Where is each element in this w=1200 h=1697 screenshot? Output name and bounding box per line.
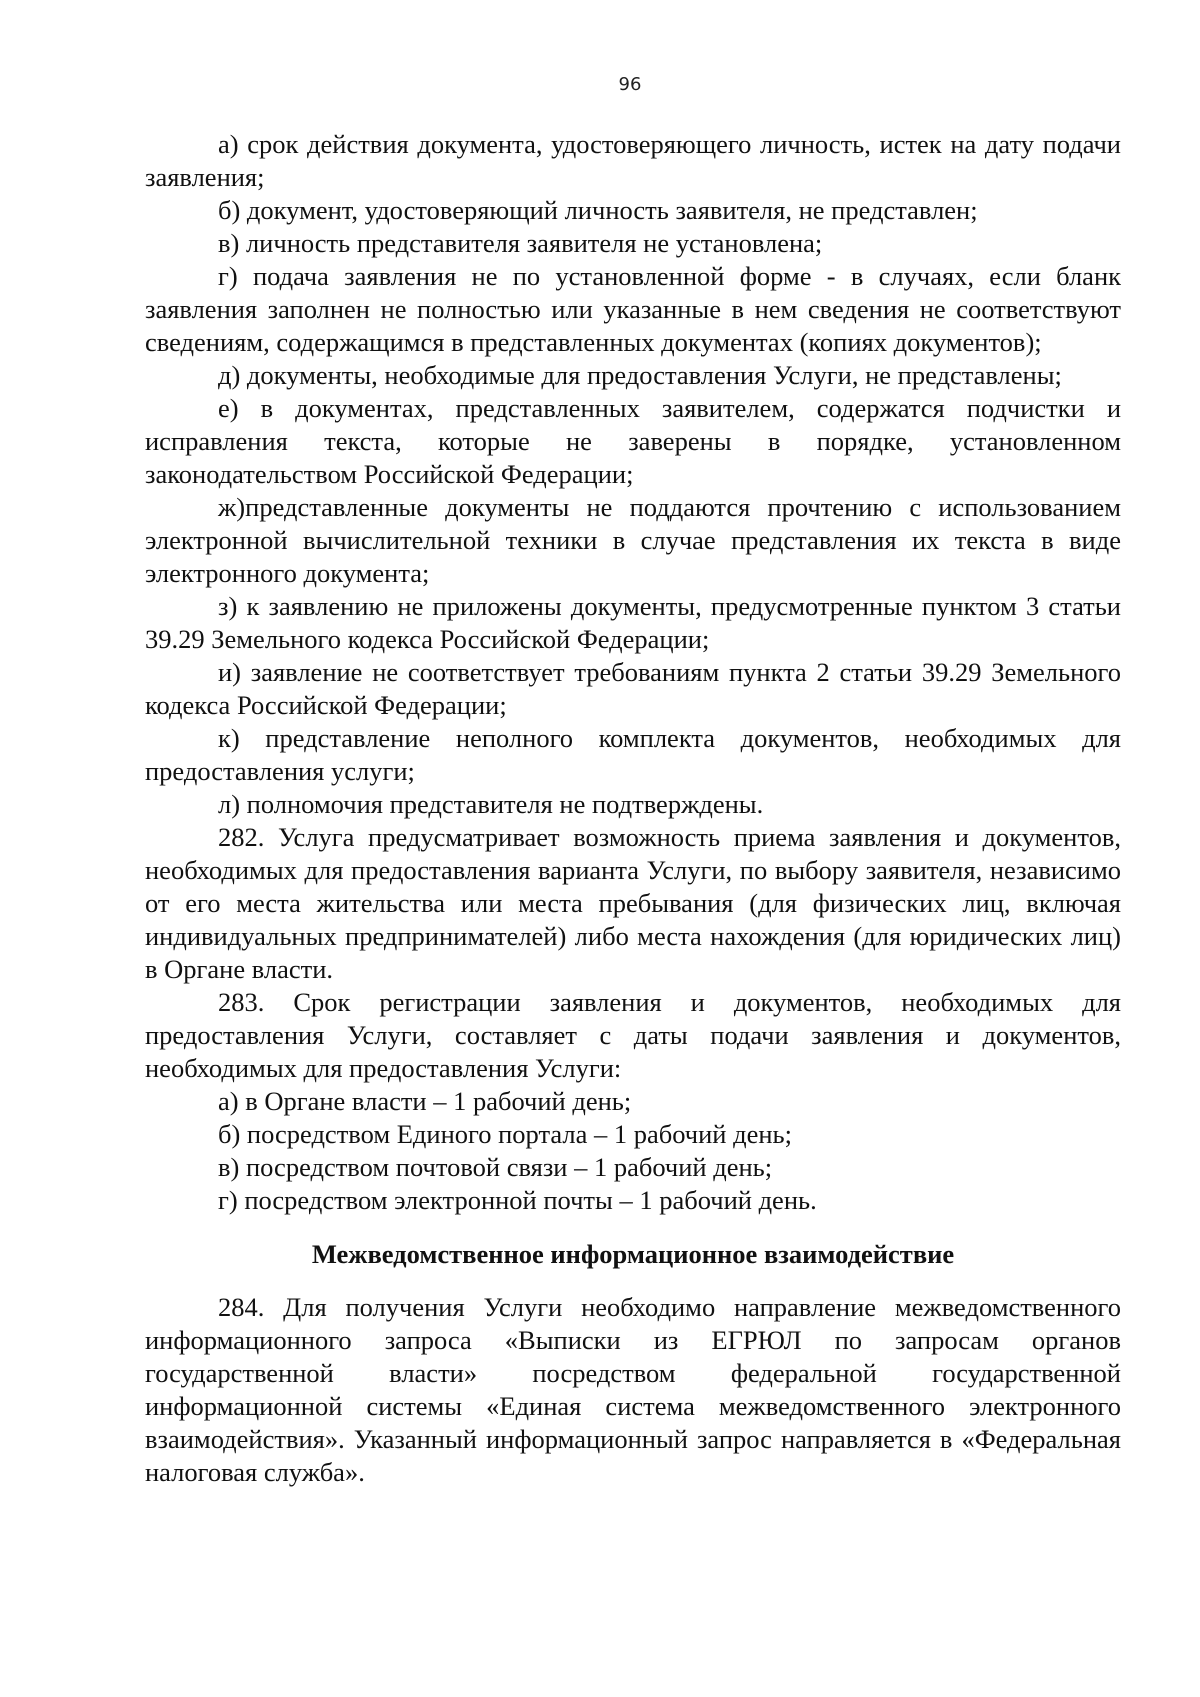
paragraph-284: 284. Для получения Услуги необходимо направление межведомственного информационного запроса «Выписки из ЕГРЮЛ по запросам органов государственной власти» посредством федеральной государственной информационной системы «Единая система межведомственного электронного взаимодействия». Указанный информационный запрос направляется в «Федеральная налоговая служба». [145, 1292, 1121, 1487]
list-item: г) посредством электронной почты – 1 рабочий день. [218, 1185, 817, 1215]
list-item: б) посредством Единого портала – 1 рабочий день; [218, 1119, 792, 1149]
list-item: д) документы, необходимые для предоставления Услуги, не представлены; [218, 360, 1062, 390]
list-item: а) в Органе власти – 1 рабочий день; [218, 1086, 632, 1116]
section-heading: Межведомственное информационное взаимодействие [311, 1239, 955, 1269]
list-item: л) полномочия представителя не подтверждены. [218, 789, 764, 819]
page-number: 96 [618, 74, 642, 95]
list-item: г) подача заявления не по установленной форме - в случаях, если бланк заявления заполнен не полностью или указанные в нем сведения не соответствуют сведениям, содержащимся в представленных документах (копиях документов); [145, 261, 1121, 357]
list-item: в) личность представителя заявителя не установлена; [218, 228, 823, 258]
list-item: е) в документах, представленных заявителем, содержатся подчистки и исправления текста, которые не заверены в порядке, установленном законодательством Российской Федерации; [145, 393, 1121, 489]
paragraph-282: 282. Услуга предусматривает возможность приема заявления и документов, необходимых для предоставления варианта Услуги, по выбору заявителя, независимо от его места жительства или места пребывания (для физических лиц, включая индивидуальных предпринимателей) либо места нахождения (для юридических лиц) в Органе власти. [145, 822, 1121, 984]
list-item: и) заявление не соответствует требованиям пункта 2 статьи 39.29 Земельного кодекса Российской Федерации; [145, 657, 1121, 720]
document-body [145, 128, 1121, 1489]
list-item: ж)представленные документы не поддаются прочтению с использованием электронной вычислительной техники в случае представления их текста в виде электронного документа; [145, 492, 1121, 588]
list-item: к) представление неполного комплекта документов, необходимых для предоставления услуги; [145, 723, 1121, 786]
list-item: б) документ, удостоверяющий личность заявителя, не представлен; [218, 195, 978, 225]
list-item: а) срок действия документа, удостоверяющего личность, истек на дату подачи заявления; [145, 129, 1121, 192]
paragraph-283: 283. Срок регистрации заявления и документов, необходимых для предоставления Услуги, составляет с даты подачи заявления и документов, необходимых для предоставления Услуги: [145, 987, 1121, 1083]
list-item: з) к заявлению не приложены документы, предусмотренные пунктом 3 статьи 39.29 Земельного кодекса Российской Федерации; [145, 591, 1121, 654]
list-item: в) посредством почтовой связи – 1 рабочий день; [218, 1152, 773, 1182]
